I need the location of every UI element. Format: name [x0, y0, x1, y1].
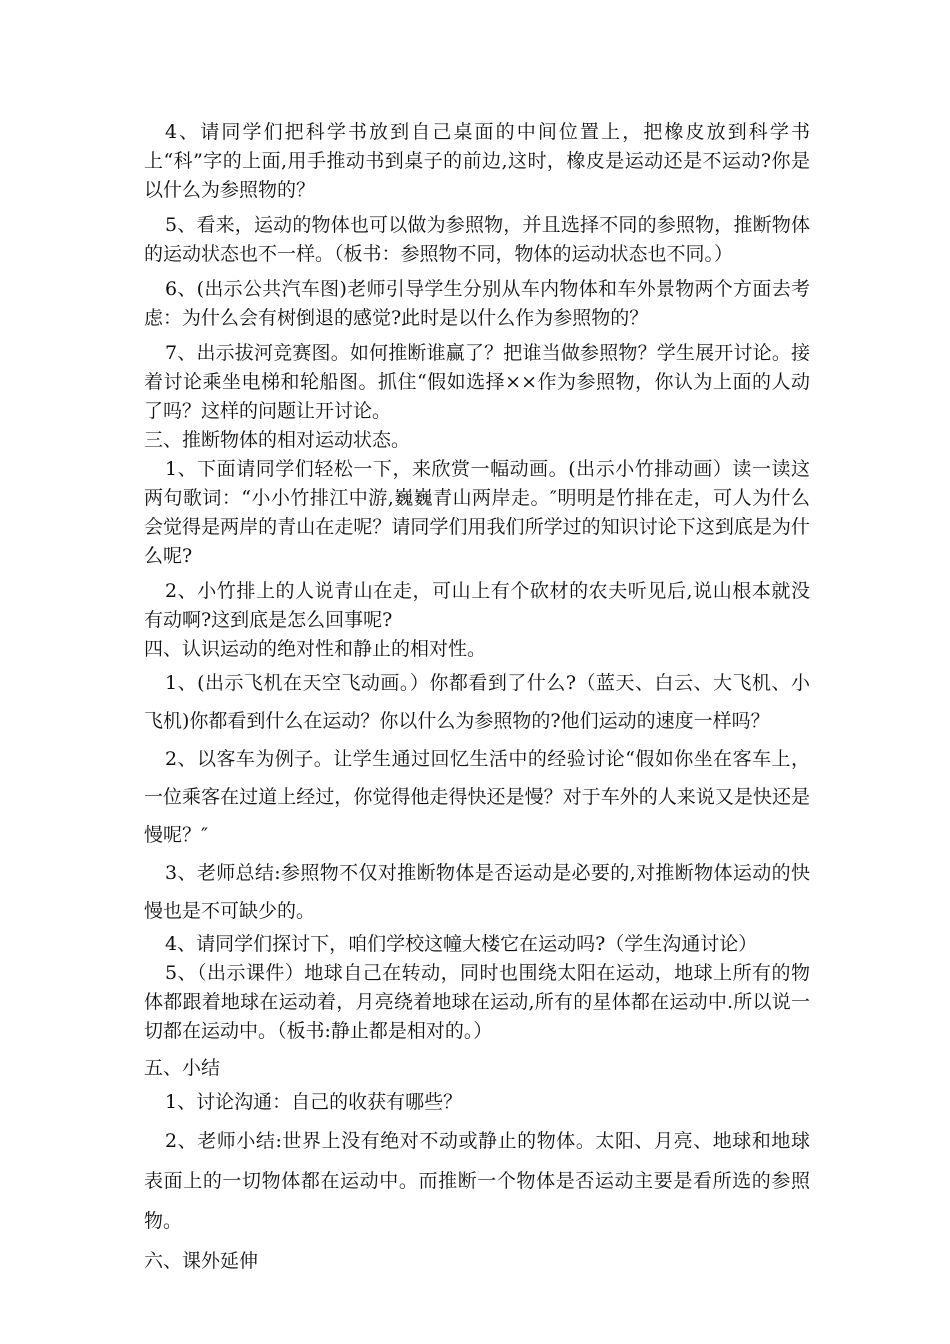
paragraph-woodcutter: 2、小竹排上的人说青山在走，可山上有个砍材的农夫听见后,说山根本就没有动啊?这到底是怎么回事呢? — [144, 580, 810, 631]
paragraph-7-tug-of-war: 7、出示拔河竞赛图。如何推断谁赢了？把谁当做参照物？学生展开讨论。接着讨论乘坐电梯和轮船图。抓住“假如选择××作为参照物，你认为上面的人动了吗？这样的问题让开讨论。 — [144, 342, 810, 422]
document-body — [144, 118, 810, 1281]
paragraph-bamboo-raft-animation: 1、下面请同学们轻松一下，来欣赏一幅动画。(出示小竹排动画）读一读这两句歌词：“小小竹排江中游,巍巍青山两岸走。″明明是竹排在走，可人为什么会觉得是两岸的青山在走呢？请同学们用我们所学过的知识讨论下这到底是为什么呢? — [144, 458, 810, 567]
paragraph-airplane-animation: 1、(出示飞机在天空飞动画。）你都看到了什么?（蓝天、白云、大飞机、小飞机)你都看到什么在运动？你以什么为参照物的?他们运动的速度一样吗？ — [144, 672, 810, 732]
paragraph-school-building: 4、请同学们探讨下，咱们学校这幢大楼它在运动吗?（学生沟通讨论） — [165, 933, 758, 955]
paragraph-4-textbook-eraser: 4、请同学们把科学书放到自己桌面的中间位置上，把橡皮放到科学书上“科”字的上面,用手推动书到桌子的前边,这时，橡皮是运动还是不运动?你是以什么为参照物的？ — [144, 121, 810, 201]
paragraph-6-bus-picture: 6、(出示公共汽车图)老师引导学生分别从车内物体和车外景物两个方面去考虑：为什么会有树倒退的感觉?此时是以什么作为参照物的？ — [144, 278, 810, 329]
paragraph-earth-rotation: 5、（出示课件）地球自己在转动，同时也围绕太阳在运动，地球上所有的物体都跟着地球在运动着，月亮绕着地球在运动,所有的星体都在运动中.所以说一切都在运动中。（板书:静止都是相对的。） — [144, 962, 810, 1042]
paragraph-teacher-conclusion: 2、老师小结:世界上没有绝对不动或静止的物体。太阳、月亮、地球和地球表面上的一切物体都在运动中。而推断一个物体是否运动主要是看所选的参照物。 — [144, 1130, 810, 1232]
section-heading-5: 五、小结 — [144, 1057, 221, 1079]
section-heading-4: 四、认识运动的绝对性和静止的相对性。 — [144, 638, 487, 660]
section-heading-6: 六、课外延伸 — [144, 1250, 259, 1272]
section-heading-3: 三、推断物体的相对运动状态。 — [144, 429, 411, 451]
paragraph-discussion: 1、讨论沟通：自己的收获有哪些？ — [165, 1091, 463, 1113]
paragraph-5-reference-object: 5、看来，运动的物体也可以做为参照物，并且选择不同的参照物，推断物体的运动状态也不一样。（板书：参照物不同，物体的运动状态也不同。） — [144, 214, 810, 265]
paragraph-bus-example: 2、以客车为例子。让学生通过回忆生活中的经验讨论“假如你坐在客车上，一位乘客在过道上经过，你觉得他走得快还是慢？对于车外的人来说又是快还是慢呢？″ — [144, 748, 810, 846]
paragraph-teacher-summary: 3、老师总结:参照物不仅对推断物体是否运动是必要的,对推断物体运动的快慢也是不可缺少的。 — [144, 862, 810, 922]
